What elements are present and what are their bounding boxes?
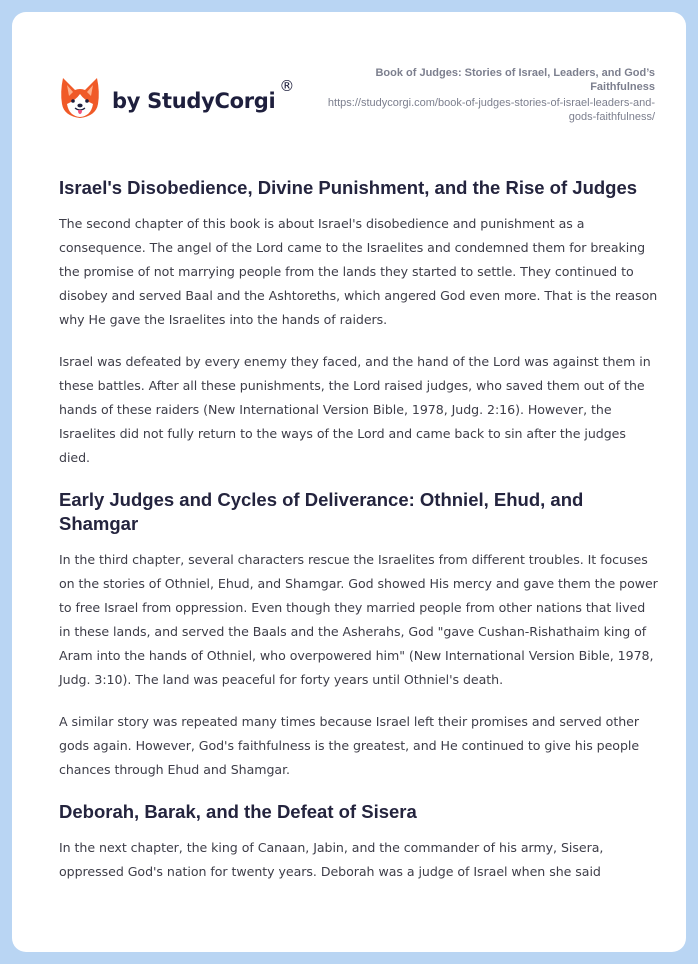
brand-name: by StudyCorgi	[112, 89, 276, 113]
studycorgi-logo[interactable]	[60, 76, 294, 120]
corgi-icon	[60, 76, 100, 120]
paragraph: In the next chapter, the king of Canaan, Jabin, and the commander of his army, Sisera, oppressed God's nation for twenty years. Deborah was a judge of Israel when she said	[59, 840, 604, 879]
section-heading: Israel's Disobedience, Divine Punishment, and the Rise of Judges	[59, 177, 638, 198]
document-title: Book of Judges: Stories of Israel, Leaders, and God’s Faithfulness	[375, 67, 655, 93]
document-header	[12, 12, 686, 162]
section-deborah	[59, 800, 659, 884]
section-heading: Early Judges and Cycles of Deliverance: Othniel, Ehud, and Shamgar	[59, 489, 584, 534]
article-body	[59, 176, 659, 902]
paragraph: In the third chapter, several characters rescue the Israelites from different troubles. It focuses on the stories of Othniel, Ehud, and Shamgar. God showed His mercy and gave them the power to free Israel from oppression. Even though they married people from other nations that lived in these lands, and served the Baals and the Asherahs, God "gave Cushan-Rishathaim king of Aram into the hands of Othniel, who overpowered him" (New International Version Bible, 1978, Judg. 3:10). The land was peaceful for forty years until Othniel's death.	[59, 552, 658, 687]
registered-mark: ®	[279, 77, 295, 95]
document-meta	[325, 66, 655, 124]
document-url-link[interactable]: https://studycorgi.com/book-of-judges-stories-of-israel-leaders-and-gods-faithfulness/	[327, 97, 655, 123]
section-disobedience	[59, 176, 659, 470]
document-card	[12, 12, 686, 952]
section-heading: Deborah, Barak, and the Defeat of Sisera	[59, 801, 417, 822]
paragraph: A similar story was repeated many times because Israel left their promises and served other gods again. However, God's faithfulness is the greatest, and He continued to give his people chances through Ehud and Shamgar.	[59, 714, 640, 777]
paragraph: The second chapter of this book is about Israel's disobedience and punishment as a consequence. The angel of the Lord came to the Israelites and condemned them for breaking the promise of not marrying people from the lands they started to settle. They continued to disobey and served Baal and the Ashtoreths, which angered God even more. That is the reason why He gave the Israelites into the hands of raiders.	[59, 216, 658, 327]
paragraph: Israel was defeated by every enemy they faced, and the hand of the Lord was against them in these battles. After all these punishments, the Lord raised judges, who saved them out of the hands of these raiders (New International Version Bible, 1978, Judg. 2:16). However, the Israelites did not fully return to the ways of the Lord and came back to sin after the judges died.	[59, 354, 651, 465]
section-early-judges	[59, 488, 659, 782]
